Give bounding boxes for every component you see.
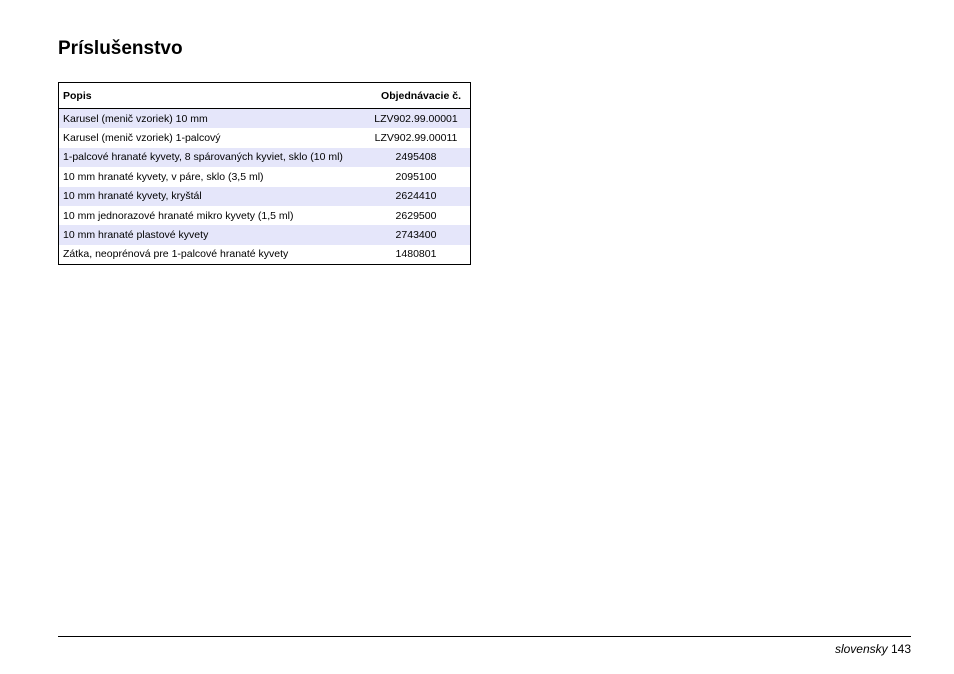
table-row: [59, 148, 470, 167]
table-row: [59, 245, 470, 264]
footer-divider: [58, 636, 911, 637]
row-order-no: 2743400: [395, 229, 437, 242]
table-row: [59, 225, 470, 244]
footer-language: slovensky: [834, 642, 888, 656]
table-row: [59, 109, 470, 128]
table-row: [59, 206, 470, 225]
row-description: 10 mm hranaté kyvety, kryštál: [63, 190, 202, 203]
row-order-no: LZV902.99.00001: [374, 112, 458, 125]
table-header: [59, 83, 470, 109]
row-description: Karusel (menič vzoriek) 1-palcový: [63, 132, 221, 145]
row-description: 10 mm hranaté kyvety, v páre, sklo (3,5 ml): [63, 170, 264, 183]
row-order-no: 2495408: [395, 151, 437, 164]
row-description: 10 mm jednorazové hranaté mikro kyvety (1,5 ml): [63, 209, 294, 222]
table-row: [59, 167, 470, 186]
row-description: Zátka, neoprénová pre 1-palcové hranaté kyvety: [63, 248, 289, 261]
table-row: [59, 187, 470, 206]
row-order-no: LZV902.99.00011: [374, 132, 458, 145]
page-title: Príslušenstvo: [58, 38, 183, 59]
row-description: 1-palcové hranaté kyvety, 8 spárovaných kyviet, sklo (10 ml): [63, 151, 343, 164]
header-description: Popis: [63, 89, 92, 102]
page-number: 143: [890, 642, 911, 656]
table-row: [59, 128, 470, 147]
row-order-no: 2629500: [395, 209, 437, 222]
accessories-table: [58, 82, 471, 265]
row-order-no: 2624410: [395, 190, 437, 203]
row-description: 10 mm hranaté plastové kyvety: [63, 229, 209, 242]
row-order-no: 1480801: [395, 248, 437, 261]
row-order-no: 2095100: [395, 170, 437, 183]
row-description: Karusel (menič vzoriek) 10 mm: [63, 112, 208, 125]
page-footer: [835, 642, 911, 656]
header-order-no: Objednávacie č.: [381, 89, 461, 102]
